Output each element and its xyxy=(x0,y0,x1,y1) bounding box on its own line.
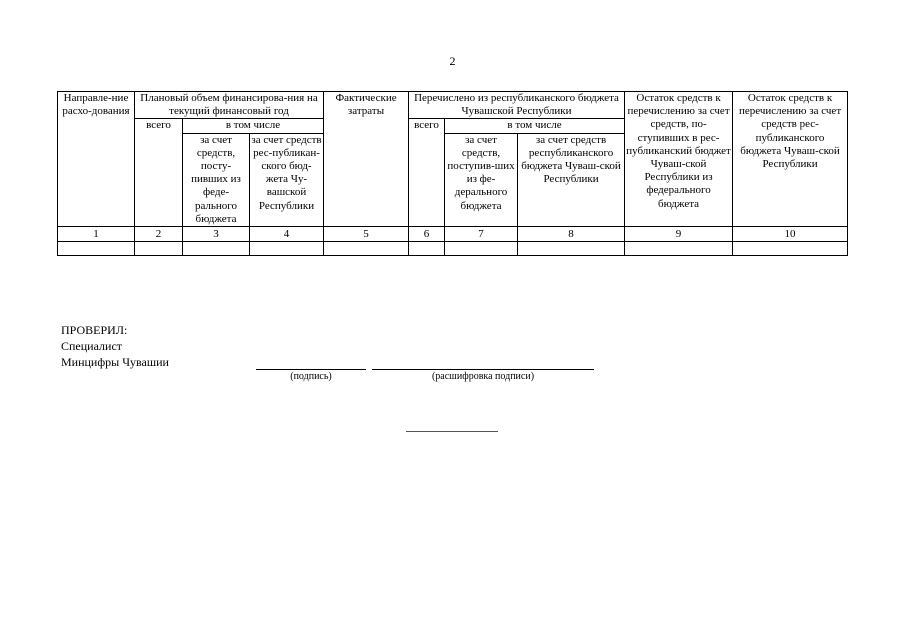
column-number: 2 xyxy=(135,227,183,242)
signature-line xyxy=(256,369,366,370)
header-transferred-republican: за счет средств республиканского бюджета Чуваш-ской Республики xyxy=(518,133,625,226)
position-line-2: Минцифры Чувашии xyxy=(61,355,169,369)
column-number: 8 xyxy=(518,227,625,242)
end-separator-line xyxy=(406,431,498,432)
position-line-1: Специалист xyxy=(61,339,123,353)
table-cell xyxy=(733,242,848,256)
table-cell xyxy=(409,242,445,256)
decoding-line xyxy=(372,369,594,370)
table-cell xyxy=(324,242,409,256)
report-table xyxy=(57,91,848,256)
column-number: 9 xyxy=(625,227,733,242)
header-transferred-federal: за счет средств, поступив-ших из фе-дерального бюджета xyxy=(445,133,518,226)
table-cell xyxy=(518,242,625,256)
column-number: 6 xyxy=(409,227,445,242)
table-cell xyxy=(250,242,324,256)
header-transferred-including: в том числе xyxy=(445,119,625,133)
page-number: 2 xyxy=(449,54,456,68)
column-number: 10 xyxy=(733,227,848,242)
column-number: 5 xyxy=(324,227,409,242)
table-row xyxy=(58,242,848,256)
header-planned-volume: Плановый объем финансирова-ния на текущий финансовый год xyxy=(135,92,324,119)
header-planned-total: всего xyxy=(135,119,183,227)
table-cell xyxy=(183,242,250,256)
column-number-row xyxy=(58,227,848,242)
column-number: 1 xyxy=(58,227,135,242)
header-planned-including: в том числе xyxy=(183,119,324,133)
table-cell xyxy=(135,242,183,256)
checked-label: ПРОВЕРИЛ: xyxy=(61,323,128,337)
column-number: 3 xyxy=(183,227,250,242)
decoding-caption: (расшифровка подписи) xyxy=(431,371,535,382)
table-cell xyxy=(445,242,518,256)
header-planned-federal: за счет средств, посту-пивших из феде-рального бюджета xyxy=(183,133,250,226)
header-balance-republican: Остаток средств к перечислению за счет средств рес-публиканского бюджета Чуваш-ской Республики xyxy=(733,92,848,227)
header-balance-federal: Остаток средств к перечислению за счет средств, по-ступивших в рес-публиканский бюджет Чуваш-ской Республики из федерального бюджета xyxy=(625,92,733,227)
table-cell xyxy=(625,242,733,256)
header-actual-costs: Фактические затраты xyxy=(324,92,409,227)
header-direction: Направле-ние расхо-дования xyxy=(58,92,135,227)
header-planned-republican: за счет средств рес-публикан-ского бюд-жета Чу-вашской Республики xyxy=(250,133,324,226)
signature-block xyxy=(61,322,169,370)
signature-caption: (подпись) xyxy=(290,371,332,382)
header-transferred-total: всего xyxy=(409,119,445,227)
column-number: 7 xyxy=(445,227,518,242)
table-cell xyxy=(58,242,135,256)
header-transferred: Перечислено из республиканского бюджета Чувашской Республики xyxy=(409,92,625,119)
column-number: 4 xyxy=(250,227,324,242)
